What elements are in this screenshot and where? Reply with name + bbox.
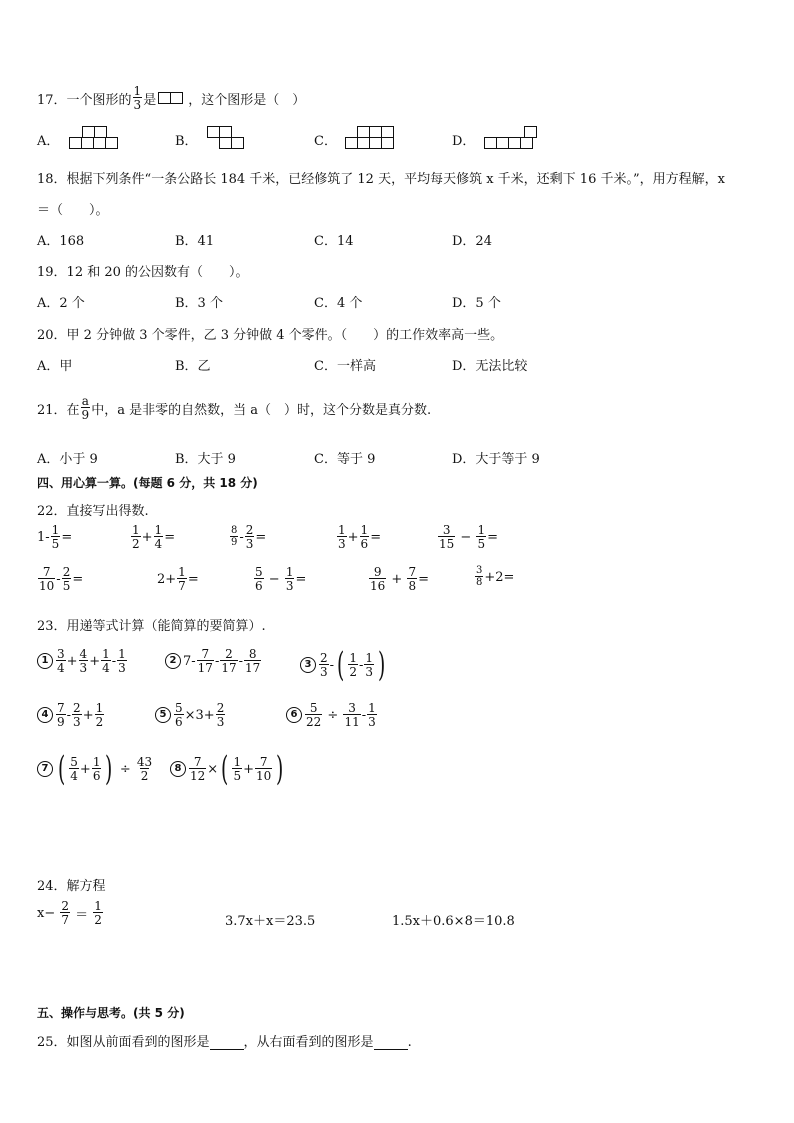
q24-equation-1: x− $\frac{2}{7}$ ＝ $\frac{1}{2}$	[37, 899, 102, 927]
q21-option-b[interactable]: B．大于 9	[175, 452, 236, 467]
q22-item-7: 2+ $\frac{1}{7}$ =	[157, 565, 199, 593]
q22-item-8: $\frac{5}{6}$ − $\frac{1}{3}$ =	[255, 565, 307, 593]
q21-option-a[interactable]: A．小于 9	[37, 452, 98, 467]
q17-option-c[interactable]: C．	[314, 134, 337, 149]
q24-title: 24．解方程	[37, 879, 106, 894]
q21-fraction: $\frac{a}{9}$	[81, 394, 90, 422]
q22-item-9: $\frac{9}{16}$ + $\frac{7}{8}$ =	[370, 565, 429, 593]
q25-stem: 25．如图从前面看到的图形是 ，从右面看到的图形是 .	[37, 1035, 412, 1050]
q17-option-b[interactable]: B．	[175, 134, 198, 149]
q25-blank-front[interactable]	[210, 1037, 244, 1050]
q23-title: 23．用递等式计算（能简算的要简算）.	[37, 619, 266, 634]
q18-line2: ＝（ ）。	[37, 203, 109, 218]
q23-item-1: 1 $\frac{3}{4}$ + $\frac{4}{3}$ + $\frac{1}{4}$ - $\frac{1}{3}$	[37, 648, 128, 674]
q22-title: 22．直接写出得数.	[37, 504, 149, 519]
q17-post: ，这个图形是（ ）	[188, 92, 306, 108]
q17-figure-b	[207, 126, 249, 152]
q19-option-b[interactable]: B．3 个	[175, 296, 223, 311]
q23-item-5: 5 $\frac{5}{6}$ ×3+ $\frac{2}{3}$	[155, 702, 226, 728]
q17-stem	[37, 80, 305, 116]
q20-stem: 20．甲 2 分钟做 3 个零件，乙 3 分钟做 4 个零件。（ ）的工作效率高一些。	[37, 328, 504, 343]
q17-fraction: $\frac{1}{3}$	[133, 84, 142, 112]
q18-option-c[interactable]: C．14	[314, 234, 354, 249]
q22-item-5: $\frac{3}{15}$ − $\frac{1}{5}$ =	[439, 523, 498, 551]
q17-figure-d	[484, 126, 540, 152]
q24-equation-2: 3.7x＋x＝23.5	[225, 914, 316, 929]
q17-option-a[interactable]: A．	[37, 134, 60, 149]
q17-mid: 是	[143, 92, 157, 108]
q23-item-8: 8 $\frac{7}{12}$ × ( $\frac{1}{5}$ + $\frac{7}{10}$ )	[170, 752, 287, 786]
q23-item-7: 7 ( $\frac{5}{4}$ + $\frac{1}{6}$ ) ÷ $\frac{43}{2}$	[37, 752, 154, 786]
q17-pre: 17．一个图形的	[37, 92, 132, 108]
q19-option-c[interactable]: C．4 个	[314, 296, 363, 311]
q20-option-a[interactable]: A．甲	[37, 359, 73, 374]
q24-equation-3: 1.5x＋0.6×8＝10.8	[392, 914, 515, 929]
q23-item-4: 4 $\frac{7}{9}$ - $\frac{2}{3}$ + $\frac{1}{2}$	[37, 702, 105, 728]
section4-title: 四、用心算一算。(每题 6 分，共 18 分)	[37, 476, 258, 490]
q18-option-b[interactable]: B．41	[175, 234, 215, 249]
q23-item-2: 2 7- $\frac{7}{17}$ - $\frac{2}{17}$ - $\frac{8}{17}$	[165, 648, 262, 674]
q18-line1: 18．根据下列条件“一条公路长 184 千米，已经修筑了 12 天，平均每天修筑 x 千米，还剩下 16 千米。”，用方程解，x	[37, 172, 725, 187]
q22-item-10: $\frac{3}{8}$ +2=	[476, 565, 515, 588]
q22-item-6: $\frac{7}{10}$ - $\frac{2}{5}$ =	[39, 565, 84, 593]
q19-stem: 19．12 和 20 的公因数有（ ）。	[37, 265, 249, 280]
q17-option-d[interactable]: D．	[452, 134, 476, 149]
q21-option-d[interactable]: D．大于等于 9	[452, 452, 540, 467]
q22-item-1: 1- $\frac{1}{5}$ =	[37, 523, 73, 551]
q18-option-d[interactable]: D．24	[452, 234, 492, 249]
q20-option-c[interactable]: C．一样高	[314, 359, 376, 374]
q21-stem: 21．在 $\frac{a}{9}$ 中，a 是非零的自然数，当 a（ ）时，这个分数是真分数.	[37, 394, 432, 422]
q22-item-2: $\frac{1}{2}$ + $\frac{1}{4}$ =	[132, 523, 176, 551]
q21-option-c[interactable]: C．等于 9	[314, 452, 376, 467]
q23-item-3: 3 $\frac{2}{3}$ - ( $\frac{1}{2}$ - $\frac{1}{3}$ )	[300, 648, 388, 682]
q17-shape	[158, 92, 186, 104]
q19-option-d[interactable]: D．5 个	[452, 296, 501, 311]
q18-option-a[interactable]: A．168	[37, 234, 85, 249]
q17-figure-a	[69, 126, 125, 152]
q17-figure-c	[345, 126, 401, 152]
q25-blank-right[interactable]	[374, 1037, 408, 1050]
q20-option-d[interactable]: D．无法比较	[452, 359, 528, 374]
q19-option-a[interactable]: A．2 个	[37, 296, 85, 311]
q22-item-4: $\frac{1}{3}$ + $\frac{1}{6}$ =	[338, 523, 382, 551]
q23-item-6: 6 $\frac{5}{22}$ ÷ $\frac{3}{11}$ - $\frac{1}{3}$	[286, 702, 378, 728]
q20-option-b[interactable]: B．乙	[175, 359, 211, 374]
q22-item-3: $\frac{8}{9}$ - $\frac{2}{3}$ =	[231, 523, 267, 551]
section5-title: 五、操作与思考。(共 5 分)	[37, 1006, 185, 1020]
